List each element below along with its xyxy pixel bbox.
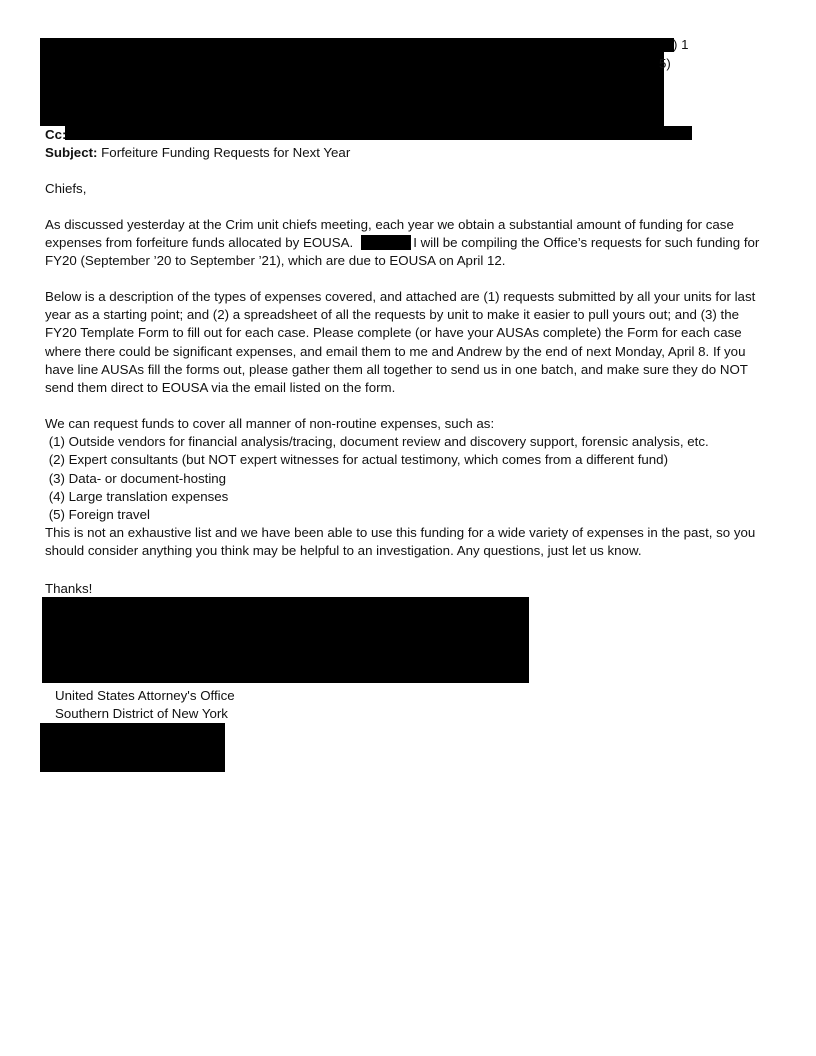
paragraph-2 [45,288,773,397]
closing-line-2: should consider anything you think may be helpful to an investigation. Any questions, just let us know. [45,543,642,559]
list-item: (1) Outside vendors for financial analysis/tracing, document review and discovery support, forensic analysis, etc. [45,434,709,450]
list-intro: We can request funds to cover all manner of non-routine expenses, such as: [45,416,495,431]
list-item: (3) Data- or document-hosting [45,470,227,486]
paragraph-1-line-2 [45,234,773,252]
list-item: (2) Expert consultants (but NOT expert witnesses for actual testimony, which comes from a different fund) [45,452,668,468]
subject-value: Forfeiture Funding Requests for Next Year [101,145,351,160]
paragraph-2-line-5: have line AUSAs fill the forms out, please gather them all together to send us in one batch, and make sure they do NOT [45,361,748,377]
paragraph-2-line-1: Below is a description of the types of expenses covered, and attached are (1) requests submitted by all your units for last [45,289,756,304]
list-item: (4) Large translation expenses [45,488,229,504]
greeting: Chiefs, [45,181,87,196]
paragraph-2-line-6: send them direct to EOUSA via the email listed on the form. [45,380,396,396]
inline-redaction [361,235,411,250]
paragraph-1-line-1: As discussed yesterday at the Crim unit chiefs meeting, each year we obtain a substantial amount of funding for case [45,217,734,232]
header-redaction-tab [655,38,674,52]
list-item: (5) Foreign travel [45,507,150,523]
paragraph-2-line-2: year as a starting point; and (2) a spreadsheet of all the requests by unit to make it easier to pull yours out; and (3) the [45,307,740,323]
signature-district: Southern District of New York [55,706,228,721]
paragraph-1-line-2-end: I will be compiling the Office’s requests for such funding for [413,235,760,251]
header-fragment-2: 5) [659,56,671,71]
paragraph-2-line-4: where there could be significant expenses, and email them to me and Andrew by the end of next Monday, April 8. If you [45,343,746,359]
header-redaction-block [40,38,664,126]
signature-office: United States Attorney's Office [55,688,235,703]
paragraph-1-line-2-start: expenses from forfeiture funds allocated by EOUSA. [45,235,354,251]
subject-line [45,144,350,162]
signoff: Thanks! [45,581,93,596]
paragraph-1-line-3: FY20 (September ’20 to September ’21), which are due to EOUSA on April 12. [45,253,506,269]
signature-redaction [42,597,529,683]
subject-label: Subject: [45,145,98,160]
contact-redaction [40,723,225,772]
cc-label: Cc: [45,127,67,142]
header-fragment-1: ) 1 [673,37,689,52]
paragraph-1 [45,216,773,271]
cc-redaction [65,126,692,140]
closing-line-1: This is not an exhaustive list and we have been able to use this funding for a wide variety of expenses in the past, so you [45,525,756,541]
expense-list [45,415,773,561]
paragraph-2-line-3: FY20 Template Form to fill out for each case. Please complete (or have your AUSAs complete) the Form for each case [45,325,742,341]
